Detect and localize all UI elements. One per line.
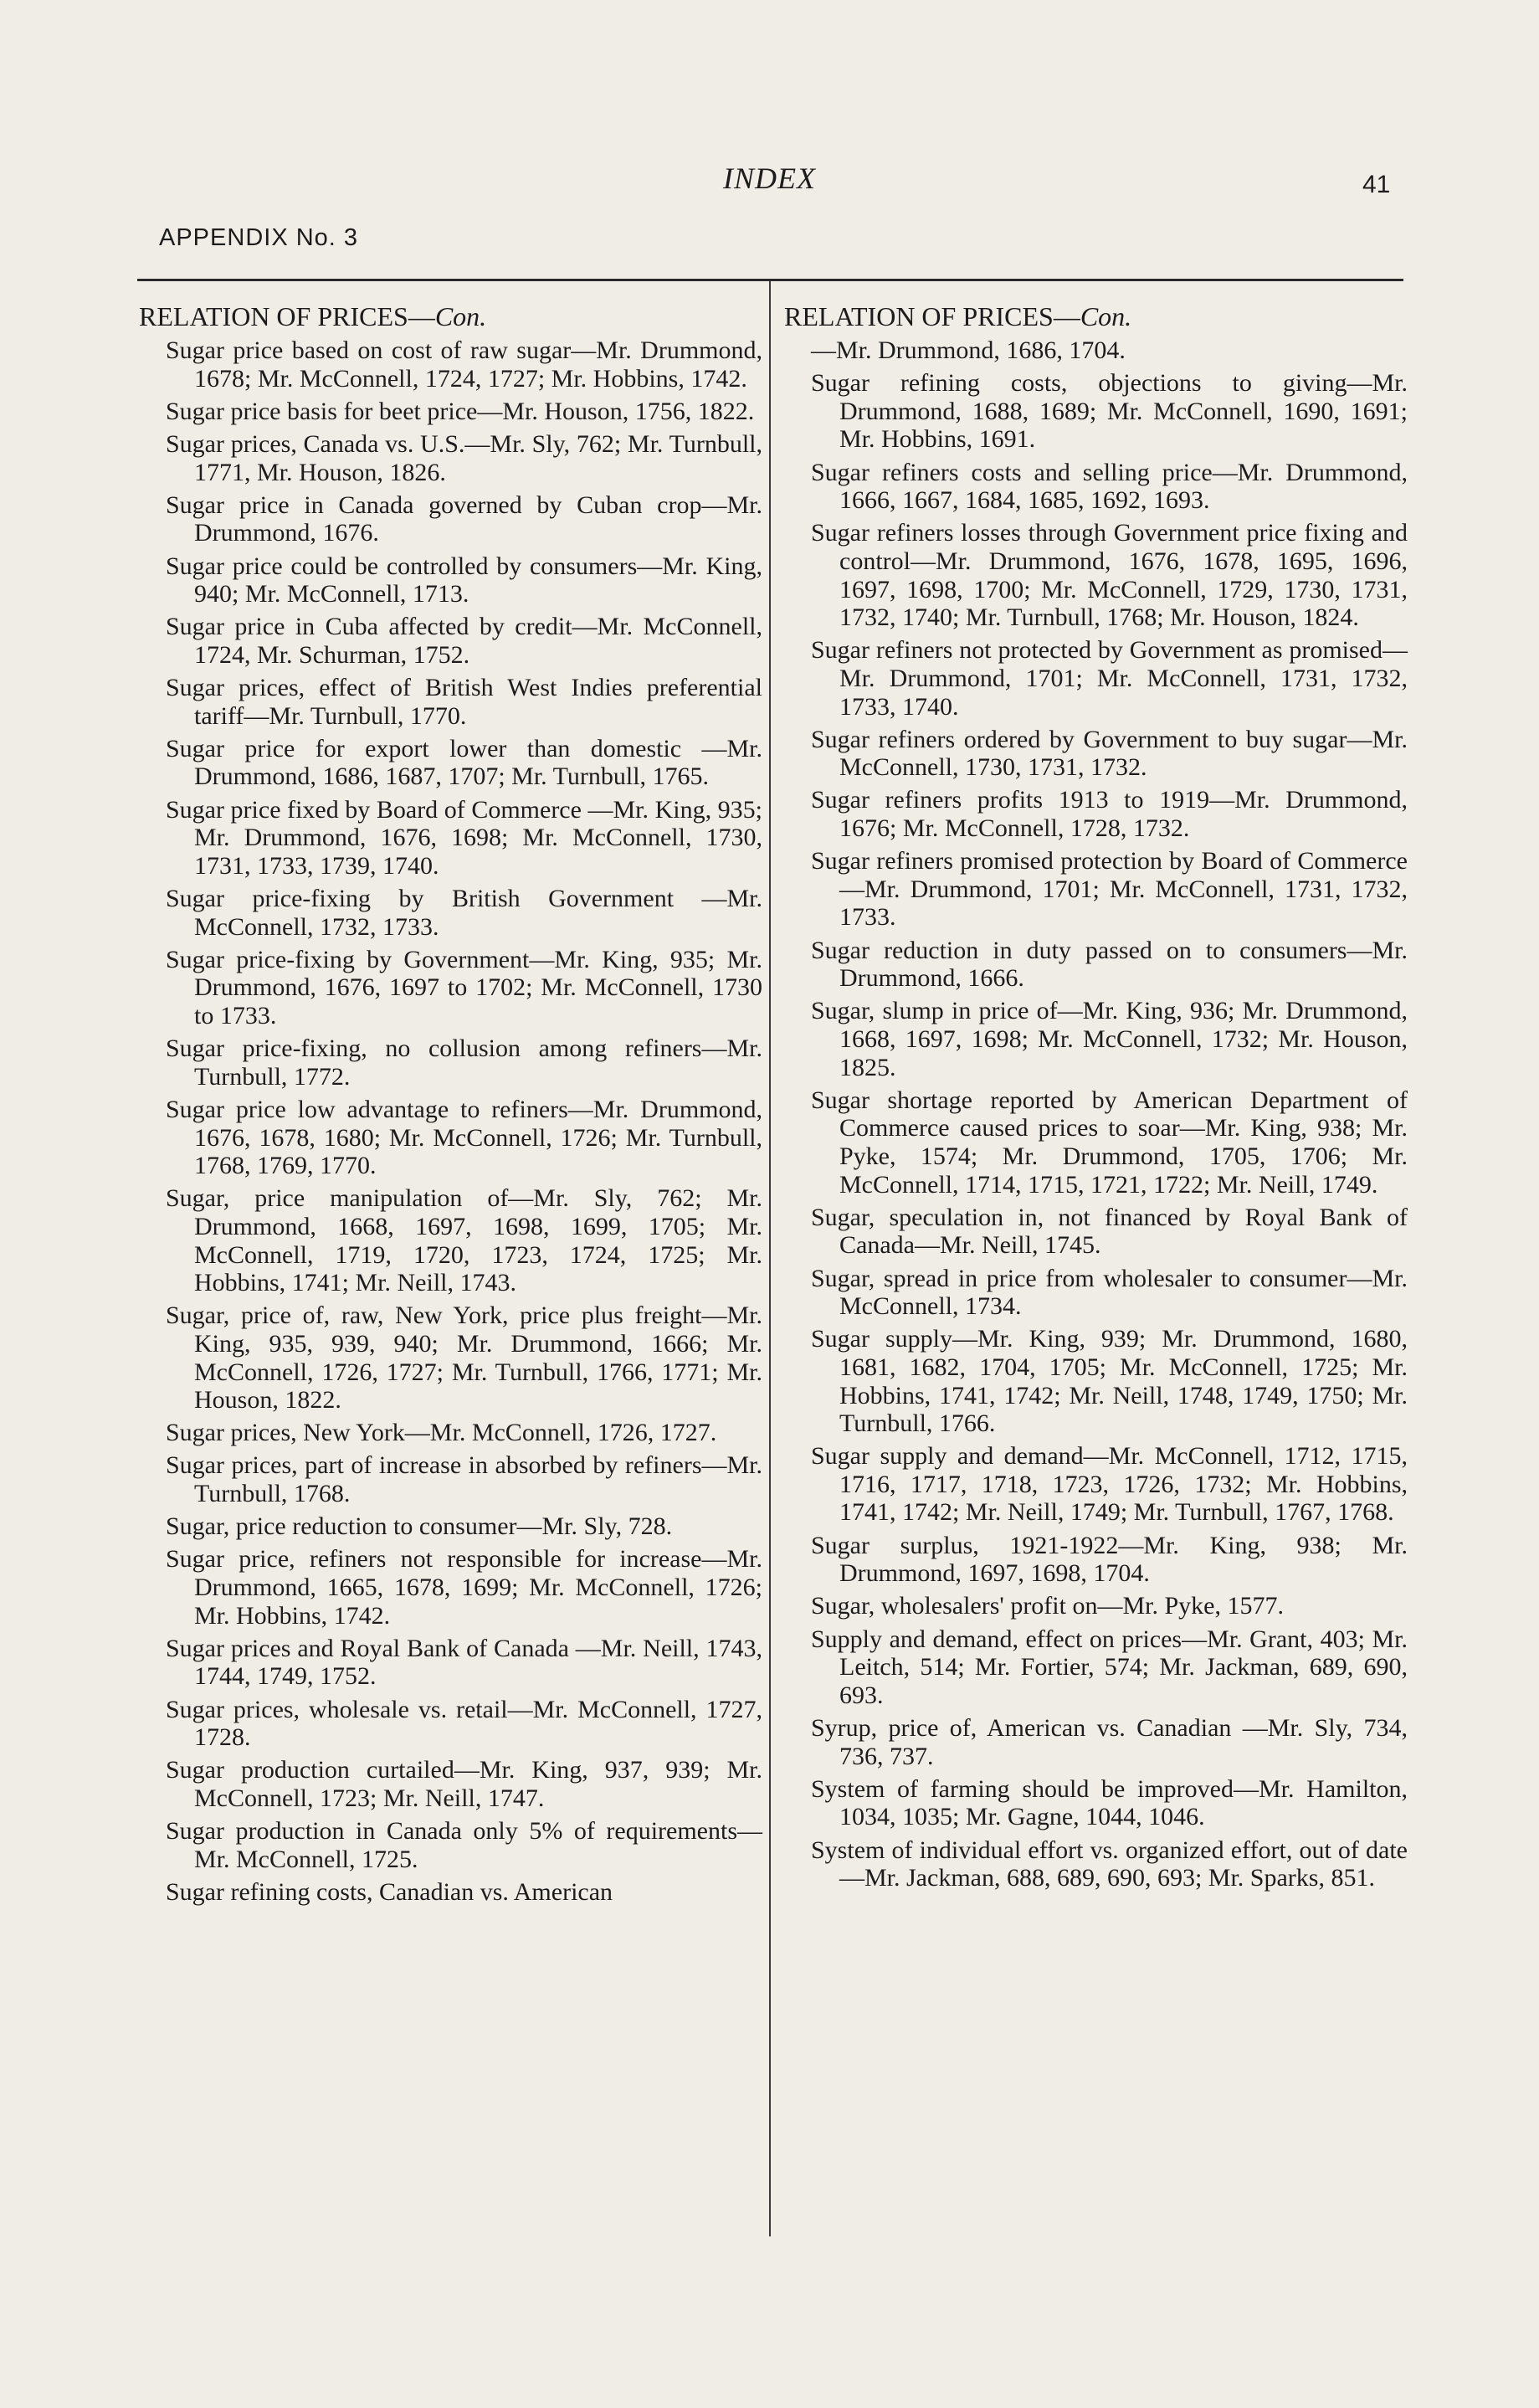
- index-entry: Sugar, slump in price of—Mr. King, 936; Mr. Drummond, 1668, 1697, 1698; Mr. McConnell, 1732; Mr. Houson, 1825.: [811, 997, 1408, 1081]
- index-entry: —Mr. Drummond, 1686, 1704.: [811, 336, 1126, 364]
- index-entry: Sugar refiners profits 1913 to 1919—Mr. Drummond, 1676; Mr. McConnell, 1728, 1732.: [811, 786, 1408, 843]
- index-entry: Sugar price low advantage to refiners—Mr. Drummond, 1676, 1678, 1680; Mr. McConnell, 1726; Mr. Turnbull, 1768, 1769, 1770.: [166, 1095, 762, 1180]
- index-entry: Sugar price could be controlled by consumers—Mr. King, 940; Mr. McConnell, 1713.: [166, 552, 762, 608]
- index-entry: Sugar production in Canada only 5% of requirements—Mr. McConnell, 1725.: [166, 1817, 762, 1873]
- index-entry: Sugar prices and Royal Bank of Canada —Mr. Neill, 1743, 1744, 1749, 1752.: [166, 1634, 762, 1691]
- index-entry: Sugar price in Cuba affected by credit—Mr. McConnell, 1724, Mr. Schurman, 1752.: [166, 613, 762, 669]
- index-entry: Sugar price-fixing, no collusion among refiners—Mr. Turnbull, 1772.: [166, 1035, 762, 1091]
- index-entry: Sugar refining costs, objections to giving—Mr. Drummond, 1688, 1689; Mr. McConnell, 1690, 1691; Mr. Hobbins, 1691.: [811, 369, 1408, 454]
- index-entry: Sugar refiners ordered by Government to buy sugar—Mr. McConnell, 1730, 1731, 1732.: [811, 725, 1408, 782]
- index-entry: Sugar prices, part of increase in absorbed by refiners—Mr. Turnbull, 1768.: [166, 1451, 762, 1508]
- index-entry: Sugar prices, effect of British West Indies preferential tariff—Mr. Turnbull, 1770.: [166, 674, 762, 730]
- index-entry: Syrup, price of, American vs. Canadian —Mr. Sly, 734, 736, 737.: [811, 1714, 1408, 1770]
- index-entry: Sugar refining costs, Canadian vs. American: [166, 1877, 613, 1906]
- index-entry: Sugar price, refiners not responsible for increase—Mr. Drummond, 1665, 1678, 1699; Mr. McConnell, 1726; Mr. Hobbins, 1742.: [166, 1545, 762, 1630]
- left-entry-list: [139, 336, 762, 1907]
- page-number: 41: [1362, 171, 1391, 198]
- running-title: INDEX: [723, 162, 816, 195]
- index-entry: Sugar price based on cost of raw sugar—Mr. Drummond, 1678; Mr. McConnell, 1724, 1727; Mr. Hobbins, 1742.: [166, 336, 762, 393]
- right-column: [784, 301, 1408, 1897]
- index-entry: System of farming should be improved—Mr. Hamilton, 1034, 1035; Mr. Gagne, 1044, 1046.: [811, 1774, 1408, 1831]
- section-heading-main: RELATION OF PRICES—: [139, 301, 435, 331]
- index-entry: Sugar supply—Mr. King, 939; Mr. Drummond, 1680, 1681, 1682, 1704, 1705; Mr. McConnell, 1725; Mr. Hobbins, 1741, 1742; Mr. Neill, 1748, 1749, 1750; Mr. Turnbull, 1766.: [811, 1325, 1408, 1438]
- section-heading-italic: Con.: [1080, 301, 1132, 331]
- index-entry: Sugar reduction in duty passed on to consumers—Mr. Drummond, 1666.: [811, 936, 1408, 993]
- index-entry: Sugar, spread in price from wholesaler to consumer—Mr. McConnell, 1734.: [811, 1264, 1408, 1321]
- index-entry: System of individual effort vs. organized effort, out of date—Mr. Jackman, 688, 689, 690, 693; Mr. Sparks, 851.: [811, 1836, 1408, 1892]
- index-entry: Sugar surplus, 1921-1922—Mr. King, 938; Mr. Drummond, 1697, 1698, 1704.: [811, 1531, 1408, 1588]
- index-entry: Sugar prices, wholesale vs. retail—Mr. McConnell, 1727, 1728.: [166, 1695, 762, 1752]
- index-entry: Sugar production curtailed—Mr. King, 937, 939; Mr. McConnell, 1723; Mr. Neill, 1747.: [166, 1756, 762, 1812]
- index-entry: Sugar, price reduction to consumer—Mr. Sly, 728.: [166, 1512, 673, 1541]
- index-entry: Sugar prices, Canada vs. U.S.—Mr. Sly, 762; Mr. Turnbull, 1771, Mr. Houson, 1826.: [166, 429, 762, 486]
- section-heading-italic: Con.: [434, 301, 487, 331]
- left-column: [139, 301, 762, 1911]
- index-entry: Sugar price fixed by Board of Commerce —Mr. King, 935; Mr. Drummond, 1676, 1698; Mr. McConnell, 1730, 1731, 1733, 1739, 1740.: [166, 795, 762, 880]
- index-entry: Sugar refiners not protected by Government as promised—Mr. Drummond, 1701; Mr. McConnell, 1731, 1732, 1733, 1740.: [811, 636, 1408, 721]
- index-entry: Supply and demand, effect on prices—Mr. Grant, 403; Mr. Leitch, 514; Mr. Fortier, 574; Mr. Jackman, 689, 690, 693.: [811, 1625, 1408, 1709]
- index-entry: Sugar prices, New York—Mr. McConnell, 1726, 1727.: [166, 1419, 717, 1447]
- section-heading-main: RELATION OF PRICES—: [784, 301, 1080, 331]
- index-entry: Sugar price-fixing by Government—Mr. King, 935; Mr. Drummond, 1676, 1697 to 1702; Mr. McConnell, 1730 to 1733.: [166, 945, 762, 1029]
- index-entry: Sugar refiners losses through Government price fixing and control—Mr. Drummond, 1676, 1678, 1695, 1696, 1697, 1698, 1700; Mr. McConnell, 1729, 1730, 1731, 1732, 1740; Mr. Turnbull, 1768; Mr. Houson, 1824.: [811, 519, 1408, 632]
- index-entry: Sugar, price manipulation of—Mr. Sly, 762; Mr. Drummond, 1668, 1697, 1698, 1699, 1705; Mr. McConnell, 1719, 1720, 1723, 1724, 1725; Mr. Hobbins, 1741; Mr. Neill, 1743.: [166, 1184, 762, 1297]
- index-entry: Sugar, speculation in, not financed by Royal Bank of Canada—Mr. Neill, 1745.: [811, 1203, 1408, 1260]
- column-divider: [769, 281, 771, 2236]
- index-entry: Sugar, wholesalers' profit on—Mr. Pyke, 1577.: [811, 1592, 1284, 1620]
- index-entry: Sugar price basis for beet price—Mr. Houson, 1756, 1822.: [166, 397, 755, 425]
- section-heading-left: [139, 301, 762, 331]
- appendix-label: APPENDIX No. 3: [159, 224, 359, 251]
- index-entry: Sugar supply and demand—Mr. McConnell, 1712, 1715, 1716, 1717, 1718, 1723, 1726, 1732; Mr. Hobbins, 1741, 1742; Mr. Neill, 1749; Mr. Turnbull, 1767, 1768.: [811, 1442, 1408, 1527]
- index-entry: Sugar shortage reported by American Department of Commerce caused prices to soar—Mr. King, 938; Mr. Pyke, 1574; Mr. Drummond, 1705, 1706; Mr. McConnell, 1714, 1715, 1721, 1722; Mr. Neill, 1749.: [811, 1086, 1408, 1199]
- index-entry: Sugar refiners costs and selling price—Mr. Drummond, 1666, 1667, 1684, 1685, 1692, 1693.: [811, 458, 1408, 515]
- section-heading-right: [784, 301, 1408, 331]
- index-entry: Sugar refiners promised protection by Board of Commerce—Mr. Drummond, 1701; Mr. McConnell, 1731, 1732, 1733.: [811, 847, 1408, 932]
- index-entry: Sugar, price of, raw, New York, price plus freight—Mr. King, 935, 939, 940; Mr. Drummond, 1666; Mr. McConnell, 1726, 1727; Mr. Turnbull, 1766, 1771; Mr. Houson, 1822.: [166, 1302, 762, 1415]
- index-entry: Sugar price-fixing by British Government —Mr. McConnell, 1732, 1733.: [166, 885, 762, 941]
- right-entry-list: [784, 336, 1408, 1892]
- index-entry: Sugar price in Canada governed by Cuban crop—Mr. Drummond, 1676.: [166, 490, 762, 547]
- index-entry: Sugar price for export lower than domestic —Mr. Drummond, 1686, 1687, 1707; Mr. Turnbull, 1765.: [166, 734, 762, 791]
